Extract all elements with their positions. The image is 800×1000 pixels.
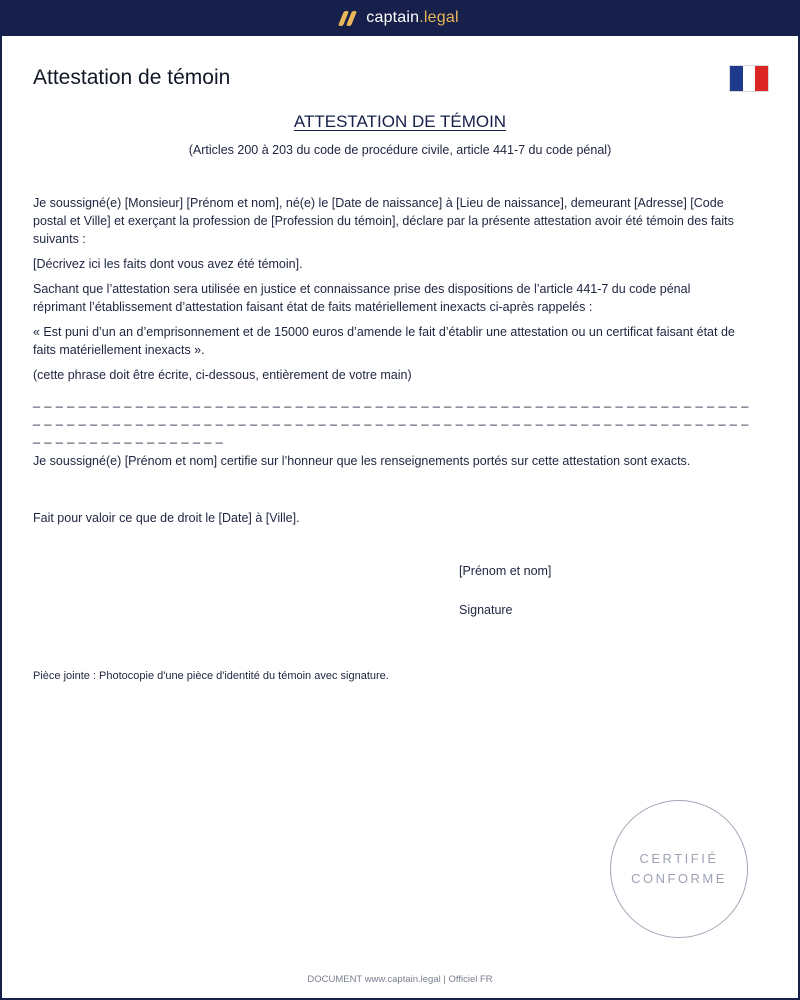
closing-statement: Fait pour valoir ce que de droit le [Date] à [Ville]. bbox=[33, 511, 300, 525]
top-bar bbox=[0, 0, 800, 36]
certification-paragraph: Je soussigné(e) [Prénom et nom] certifie sur l’honneur que les renseignements portés sur cette attestation sont exacts. bbox=[33, 454, 691, 468]
facts-paragraph: [Décrivez ici les faits dont vous avez été témoin]. bbox=[33, 257, 303, 271]
brand-tld: .legal bbox=[419, 9, 459, 26]
stamp-line-1: CERTIFIÉ bbox=[639, 851, 719, 866]
stamp-line-2: CONFORME bbox=[631, 871, 727, 886]
penal-code-quote: « Est puni d’un an d’emprisonnement et de 15000 euros d’amende le fait d’établir une attestation ou un certificat faisant état de faits matériellement inexacts ». bbox=[33, 325, 735, 357]
certified-stamp bbox=[610, 800, 748, 938]
legal-awareness-paragraph: Sachant que l’attestation sera utilisée en justice et connaissance prise des dispositions de l’article 441-7 du code pénal réprimant l’établissement d’attestation faisant état de faits matériellement inexacts ci-après rappelés : bbox=[33, 282, 691, 314]
handwriting-line: _ _ _ _ _ _ _ _ _ _ _ _ _ _ _ _ _ _ _ _ _ _ _ _ _ _ _ _ _ _ _ _ _ _ _ _ _ _ _ _ _ _ _ _ _ _ _ _ _ _ _ _ _ _ _ _ _ _ _ _ _ _ _ bbox=[33, 412, 749, 426]
document-page bbox=[2, 36, 798, 998]
brand-name-text: captain bbox=[366, 9, 420, 26]
handwriting-line: _ _ _ _ _ _ _ _ _ _ _ _ _ _ _ _ _ _ _ _ _ _ _ _ _ _ _ _ _ _ _ _ _ _ _ _ _ _ _ _ _ _ _ _ _ _ _ _ _ _ _ _ _ _ _ _ _ _ _ _ _ _ _ bbox=[33, 394, 749, 408]
handwrite-instruction: (cette phrase doit être écrite, ci-dessous, entièrement de votre main) bbox=[33, 368, 412, 382]
document-title: ATTESTATION DE TÉMOIN bbox=[293, 112, 507, 131]
signature-name: [Prénom et nom] bbox=[459, 564, 552, 578]
brand-name bbox=[366, 9, 458, 27]
signature-label: Signature bbox=[459, 603, 513, 617]
page-title: Attestation de témoin bbox=[33, 66, 231, 89]
brand-logo[interactable] bbox=[341, 9, 458, 27]
footer-text: DOCUMENT www.captain.legal | Officiel FR bbox=[307, 974, 493, 985]
attachment-note: Pièce jointe : Photocopie d'une pièce d'identité du témoin avec signature. bbox=[33, 670, 389, 682]
document-subtitle: (Articles 200 à 203 du code de procédure civile, article 441-7 du code pénal) bbox=[188, 143, 612, 157]
handwriting-line: _ _ _ _ _ _ _ _ _ _ _ _ _ _ _ _ _ bbox=[33, 430, 224, 444]
witness-identity-paragraph: Je soussigné(e) [Monsieur] [Prénom et nom], né(e) le [Date de naissance] à [Lieu de naissance], demeurant [Adresse] [Code postal et Ville] et exerçant la profession de [Profession du témoin], déclare par la présente attestation avoir été témoin des faits suivants : bbox=[33, 196, 734, 246]
france-flag-icon bbox=[729, 65, 769, 92]
captain-logo-icon bbox=[338, 11, 357, 26]
